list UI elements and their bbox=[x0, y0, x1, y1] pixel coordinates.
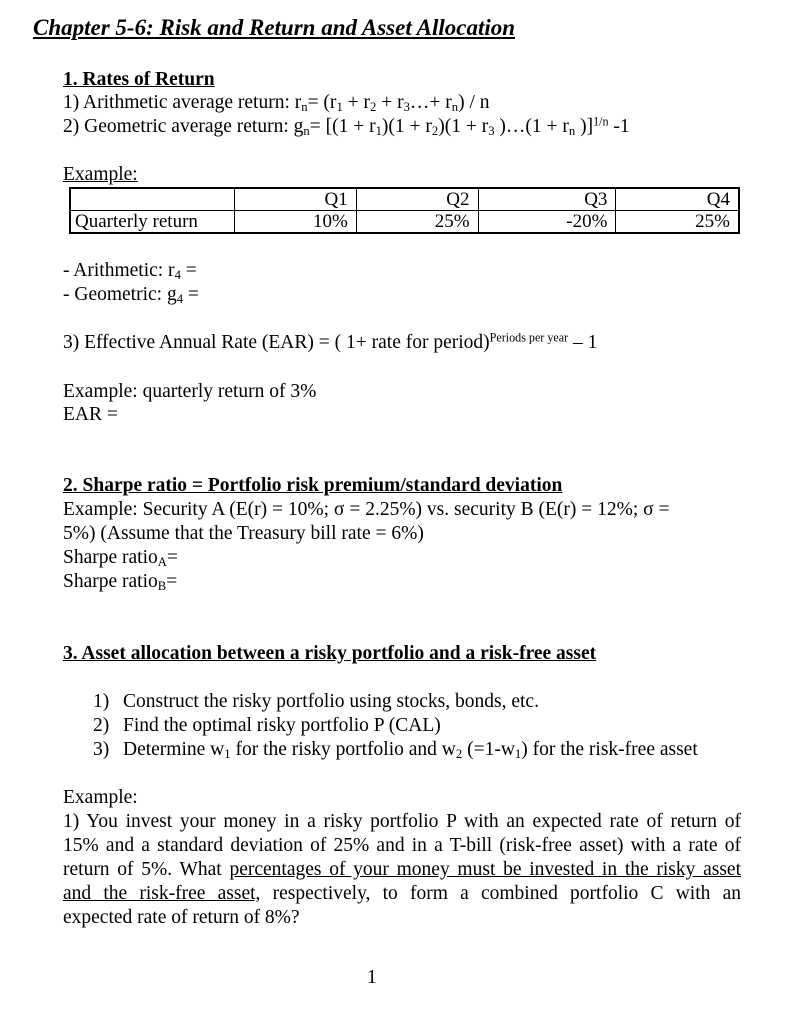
arithmetic-formula: 1) Arithmetic average return: $r_n= (r_1 + r_2$ + $r_3\dots+ r_n) / n$ bbox=[63, 92, 490, 115]
table-cell: 25% bbox=[616, 211, 739, 234]
problem-line-1: 1) You invest your money in a risky portfolio P with an expected rate of return of bbox=[63, 811, 741, 832]
table-cell: 10% bbox=[235, 211, 357, 234]
table-header-row bbox=[70, 188, 739, 211]
ear-equation: EAR = bbox=[63, 404, 118, 425]
ear-example: Example: quarterly return of 3% bbox=[63, 381, 317, 402]
ear-formula: 3) Effective Annual Rate (EAR) = ( 1+ rate for period)$^{Periods per year}$ – 1 bbox=[63, 330, 598, 353]
sharpe-ratio-a: Sharpe ratio$_A$= bbox=[63, 547, 178, 570]
example-label-1: Example: bbox=[63, 164, 138, 185]
problem-line-5: expected rate of return of 8%? bbox=[63, 907, 300, 928]
list-item: 1) Construct the risky portfolio using stocks, bonds, etc. bbox=[93, 691, 539, 712]
table-header: Q2 bbox=[356, 188, 478, 211]
list-item: 3) Determine $w_1$ for the risky portfolio and $w_2$ $(=1-w_1)$ for the risk-free asset bbox=[93, 739, 698, 762]
section-2-heading: 2. Sharpe ratio = Portfolio risk premium/standard deviation bbox=[63, 475, 563, 496]
geometric-question: - Geometric: $g_4$ = bbox=[63, 284, 199, 307]
table-cell: -20% bbox=[478, 211, 616, 234]
problem-line-3: return of 5%. What percentages of your money must be invested in the risky asset bbox=[63, 859, 741, 880]
example-label-3: Example: bbox=[63, 787, 138, 808]
problem-line-2: 15% and a standard deviation of 25% and in a T-bill (risk-free asset) with a rate of bbox=[63, 835, 741, 856]
table-cell: 25% bbox=[356, 211, 478, 234]
geometric-formula: 2) Geometric average return: $g_n= [(1 + r_1)(1 + r_2)(1 + r_3$ )…(1 + $r_n$ )]$^{1/n}$ -1 bbox=[63, 114, 630, 139]
sharpe-example-line-1: Example: Security A (E(r) = 10%; σ = 2.25%) vs. security B (E(r) = 12%; σ = bbox=[63, 499, 670, 520]
table-row bbox=[70, 211, 739, 234]
arithmetic-question: - Arithmetic: $r_4$ = bbox=[63, 260, 197, 283]
table-header: Q3 bbox=[478, 188, 616, 211]
sharpe-ratio-b: Sharpe ratio$_B$= bbox=[63, 571, 178, 594]
page-title: Chapter 5-6: Risk and Return and Asset Allocation bbox=[33, 15, 516, 40]
list-item: 2) Find the optimal risky portfolio P (CAL) bbox=[93, 715, 441, 736]
section-3-heading: 3. Asset allocation between a risky portfolio and a risk-free asset bbox=[63, 643, 597, 664]
table-header: Q1 bbox=[235, 188, 357, 211]
problem-line-4: and the risk-free asset, respectively, to form a combined portfolio C with an bbox=[63, 883, 741, 904]
quarterly-return-table bbox=[69, 187, 740, 234]
page-number: 1 bbox=[367, 967, 377, 988]
table-row-label: Quarterly return bbox=[70, 211, 235, 234]
sharpe-example-line-2: 5%) (Assume that the Treasury bill rate = 6%) bbox=[63, 523, 424, 544]
section-1-heading: 1. Rates of Return bbox=[63, 69, 215, 90]
table-header: Q4 bbox=[616, 188, 739, 211]
